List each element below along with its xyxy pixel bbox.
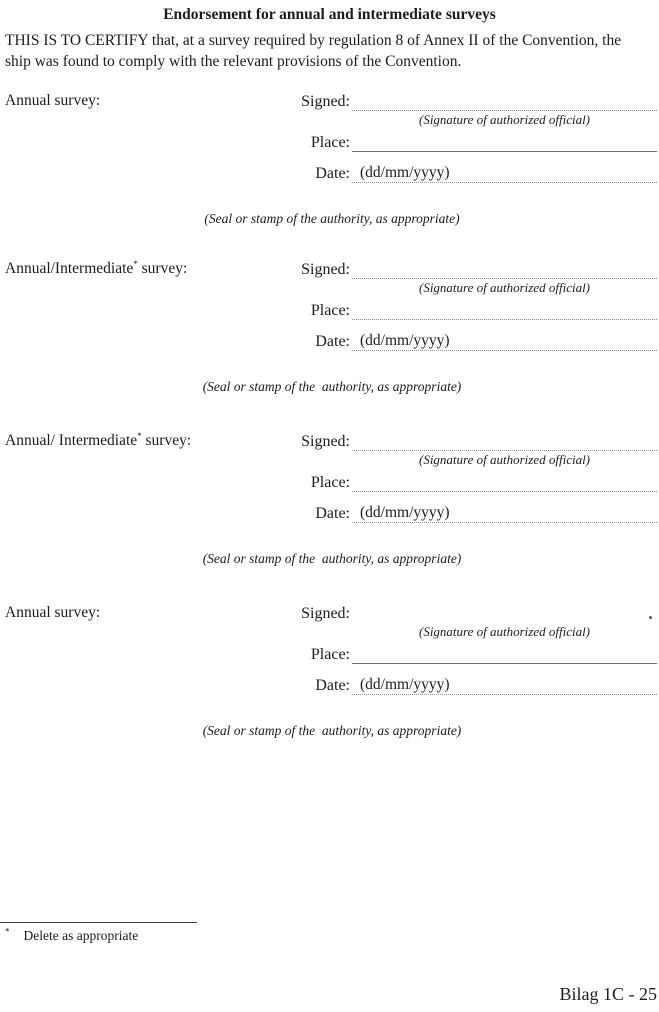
date-line xyxy=(352,674,657,695)
place-line xyxy=(352,471,657,492)
date-label: Date: xyxy=(315,165,350,182)
signed-label: Signed: xyxy=(301,93,350,110)
date-line xyxy=(352,502,657,523)
signature-caption: (Signature of authorized official) xyxy=(418,112,591,127)
survey-label-suffix: survey: xyxy=(137,260,188,277)
asterisk-marker: * xyxy=(137,430,142,441)
signed-row xyxy=(280,603,657,623)
date-row xyxy=(280,331,657,351)
date-format-hint: (dd/mm/yyyy) xyxy=(360,332,450,349)
signature-caption: (Signature of authorized official) xyxy=(418,624,591,639)
date-line xyxy=(352,330,657,351)
place-label: Place: xyxy=(310,646,350,663)
survey-section-annual-1 xyxy=(5,91,659,227)
signed-label: Signed: xyxy=(301,261,350,278)
fields-block xyxy=(280,259,657,351)
signature-caption: (Signature of authorized official) xyxy=(418,452,591,467)
signed-row xyxy=(280,259,657,279)
seal-caption: (Seal or stamp of the authority, as appropriate) xyxy=(202,379,462,394)
seal-caption: (Seal or stamp of the authority, as appropriate) xyxy=(202,723,462,738)
date-label: Date: xyxy=(315,677,350,694)
signed-row xyxy=(280,431,657,451)
place-label: Place: xyxy=(310,134,350,151)
signed-line xyxy=(352,603,657,623)
survey-label-text: Annual/ Intermediate xyxy=(5,432,138,449)
stray-dot-mark xyxy=(649,616,652,619)
survey-type-label xyxy=(5,260,187,278)
signed-row xyxy=(280,91,657,111)
signature-caption: (Signature of authorized official) xyxy=(418,280,591,295)
footnote-divider xyxy=(0,922,197,923)
survey-section-annual-intermediate-2 xyxy=(5,431,659,567)
signed-label: Signed: xyxy=(301,605,350,622)
place-label: Place: xyxy=(310,474,350,491)
survey-label-text: Annual survey: xyxy=(5,604,101,621)
place-line xyxy=(352,131,657,152)
place-row xyxy=(280,472,657,492)
date-label: Date: xyxy=(315,505,350,522)
fields-block xyxy=(280,603,657,695)
date-format-hint: (dd/mm/yyyy) xyxy=(360,676,450,693)
place-line xyxy=(352,299,657,320)
certify-line-1: THIS IS TO CERTIFY that, at a survey required by regulation 8 of Annex II of the Convention, the xyxy=(5,32,622,49)
survey-sections xyxy=(0,91,659,739)
certify-line-2: ship was found to comply with the relevant provisions of the Convention. xyxy=(5,53,462,70)
date-row xyxy=(280,163,657,183)
signed-line xyxy=(352,90,657,111)
asterisk-marker: * xyxy=(133,258,138,269)
survey-type-label xyxy=(5,604,100,622)
survey-section-annual-2 xyxy=(5,603,659,739)
footnote xyxy=(5,928,138,944)
signed-line xyxy=(352,430,657,451)
place-row xyxy=(280,300,657,320)
date-row xyxy=(280,675,657,695)
footnote-text: Delete as appropriate xyxy=(23,928,139,943)
date-format-hint: (dd/mm/yyyy) xyxy=(360,504,450,521)
place-row xyxy=(280,644,657,664)
signed-label: Signed: xyxy=(301,433,350,450)
document-title: Endorsement for annual and intermediate surveys xyxy=(163,6,496,23)
seal-caption: (Seal or stamp of the authority, as appropriate) xyxy=(204,211,460,226)
fields-block xyxy=(280,91,657,183)
seal-caption: (Seal or stamp of the authority, as appropriate) xyxy=(202,551,462,566)
survey-type-label xyxy=(5,432,191,450)
survey-section-annual-intermediate-1 xyxy=(5,259,659,395)
fields-block xyxy=(280,431,657,523)
survey-label-suffix: survey: xyxy=(141,432,192,449)
signed-line xyxy=(352,258,657,279)
place-line xyxy=(352,643,657,664)
survey-label-text: Annual survey: xyxy=(5,92,101,109)
survey-label-text: Annual/Intermediate xyxy=(5,260,134,277)
date-label: Date: xyxy=(315,333,350,350)
place-row xyxy=(280,132,657,152)
page-number: Bilag 1C - 25 xyxy=(559,984,657,1004)
footnote-marker: * xyxy=(5,926,10,937)
place-label: Place: xyxy=(310,302,350,319)
date-format-hint: (dd/mm/yyyy) xyxy=(360,164,450,181)
date-row xyxy=(280,503,657,523)
survey-type-label xyxy=(5,92,100,110)
certify-paragraph xyxy=(5,30,655,72)
date-line xyxy=(352,162,657,183)
